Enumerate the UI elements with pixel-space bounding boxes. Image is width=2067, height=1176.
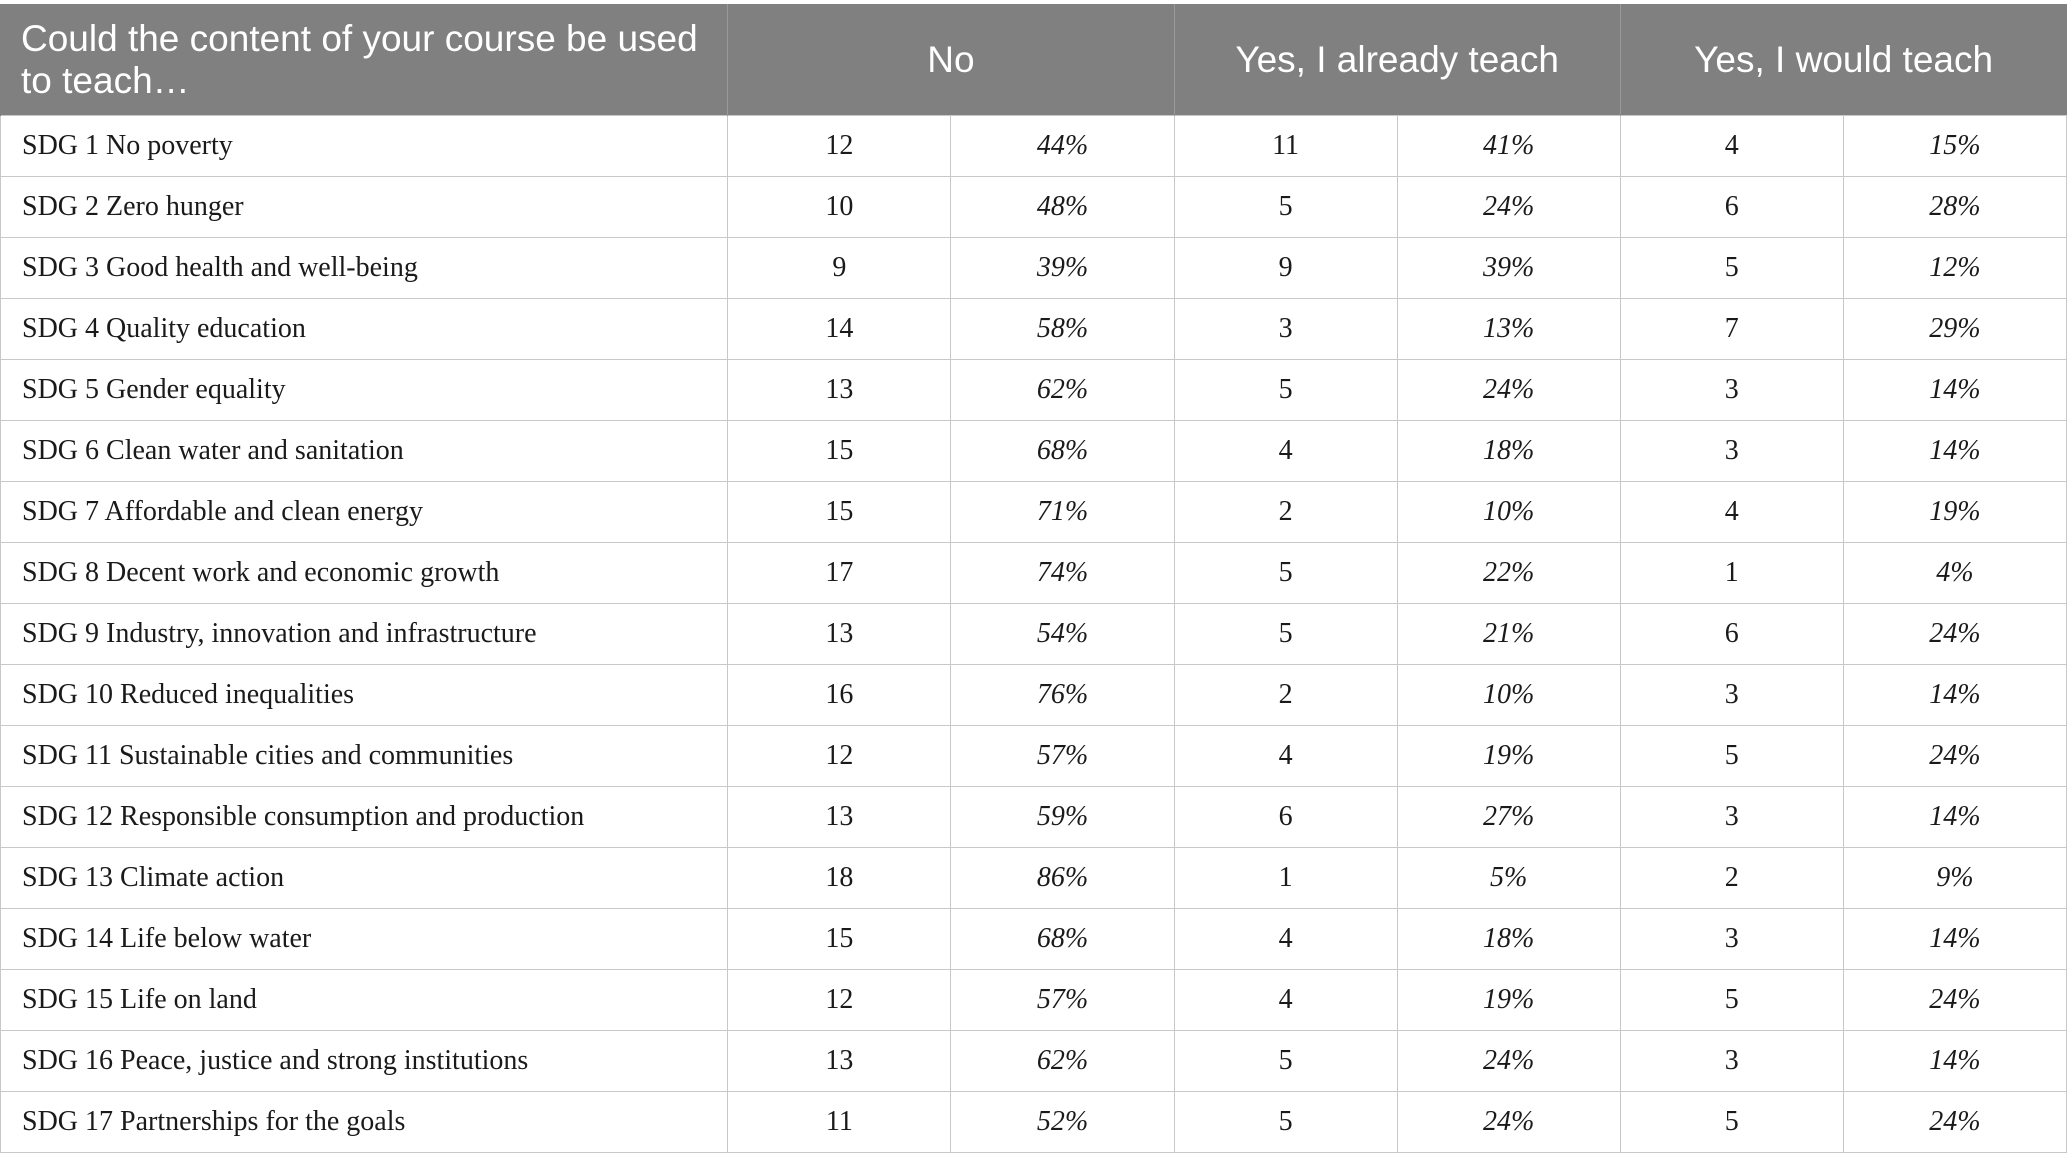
no-percent: 62%: [951, 360, 1174, 421]
already-teach-count: 2: [1174, 665, 1397, 726]
table-row: [1, 970, 2067, 1031]
already-teach-percent: 10%: [1397, 482, 1620, 543]
sdg-label: SDG 11 Sustainable cities and communities: [1, 726, 728, 787]
no-percent: 86%: [951, 848, 1174, 909]
already-teach-count: 2: [1174, 482, 1397, 543]
table-row: [1, 421, 2067, 482]
no-percent: 76%: [951, 665, 1174, 726]
table-row: [1, 665, 2067, 726]
would-teach-percent: 14%: [1843, 1031, 2066, 1092]
no-percent: 59%: [951, 787, 1174, 848]
no-count: 12: [728, 970, 951, 1031]
no-percent: 62%: [951, 1031, 1174, 1092]
already-teach-percent: 18%: [1397, 909, 1620, 970]
already-teach-percent: 27%: [1397, 787, 1620, 848]
table-row: [1, 848, 2067, 909]
would-teach-count: 3: [1620, 909, 1843, 970]
would-teach-count: 5: [1620, 726, 1843, 787]
already-teach-count: 9: [1174, 238, 1397, 299]
would-teach-count: 3: [1620, 1031, 1843, 1092]
already-teach-percent: 39%: [1397, 238, 1620, 299]
would-teach-count: 5: [1620, 970, 1843, 1031]
sdg-label: SDG 16 Peace, justice and strong institutions: [1, 1031, 728, 1092]
would-teach-percent: 19%: [1843, 482, 2066, 543]
no-count: 13: [728, 360, 951, 421]
table-row: [1, 482, 2067, 543]
no-count: 9: [728, 238, 951, 299]
already-teach-count: 5: [1174, 177, 1397, 238]
sdg-teaching-table: [0, 4, 2067, 1153]
would-teach-percent: 24%: [1843, 726, 2066, 787]
would-teach-count: 3: [1620, 665, 1843, 726]
sdg-label: SDG 2 Zero hunger: [1, 177, 728, 238]
already-teach-count: 5: [1174, 604, 1397, 665]
table-row: [1, 299, 2067, 360]
already-teach-percent: 24%: [1397, 177, 1620, 238]
sdg-label: SDG 4 Quality education: [1, 299, 728, 360]
already-teach-percent: 18%: [1397, 421, 1620, 482]
already-teach-count: 5: [1174, 543, 1397, 604]
table-body: [1, 116, 2067, 1153]
header-row: [1, 4, 2067, 116]
no-percent: 39%: [951, 238, 1174, 299]
no-count: 17: [728, 543, 951, 604]
table-row: [1, 909, 2067, 970]
would-teach-percent: 9%: [1843, 848, 2066, 909]
table-row: [1, 604, 2067, 665]
already-teach-percent: 24%: [1397, 360, 1620, 421]
would-teach-count: 6: [1620, 604, 1843, 665]
already-teach-percent: 13%: [1397, 299, 1620, 360]
already-teach-count: 5: [1174, 1092, 1397, 1153]
already-teach-count: 4: [1174, 421, 1397, 482]
no-percent: 52%: [951, 1092, 1174, 1153]
table-row: [1, 1031, 2067, 1092]
no-percent: 71%: [951, 482, 1174, 543]
no-percent: 44%: [951, 116, 1174, 177]
sdg-label: SDG 7 Affordable and clean energy: [1, 482, 728, 543]
would-teach-count: 3: [1620, 360, 1843, 421]
already-teach-percent: 24%: [1397, 1092, 1620, 1153]
would-teach-percent: 14%: [1843, 665, 2066, 726]
already-teach-count: 5: [1174, 1031, 1397, 1092]
already-teach-count: 6: [1174, 787, 1397, 848]
already-teach-percent: 19%: [1397, 970, 1620, 1031]
already-teach-count: 3: [1174, 299, 1397, 360]
would-teach-count: 5: [1620, 238, 1843, 299]
would-teach-percent: 24%: [1843, 604, 2066, 665]
no-count: 12: [728, 726, 951, 787]
no-count: 15: [728, 421, 951, 482]
already-teach-percent: 24%: [1397, 1031, 1620, 1092]
would-teach-count: 3: [1620, 421, 1843, 482]
no-count: 10: [728, 177, 951, 238]
no-percent: 54%: [951, 604, 1174, 665]
already-teach-count: 11: [1174, 116, 1397, 177]
would-teach-count: 3: [1620, 787, 1843, 848]
already-teach-count: 4: [1174, 909, 1397, 970]
no-count: 18: [728, 848, 951, 909]
would-teach-percent: 24%: [1843, 970, 2066, 1031]
already-teach-percent: 22%: [1397, 543, 1620, 604]
no-percent: 58%: [951, 299, 1174, 360]
would-teach-count: 6: [1620, 177, 1843, 238]
already-teach-percent: 5%: [1397, 848, 1620, 909]
sdg-label: SDG 9 Industry, innovation and infrastructure: [1, 604, 728, 665]
no-percent: 57%: [951, 970, 1174, 1031]
table-row: [1, 1092, 2067, 1153]
sdg-label: SDG 8 Decent work and economic growth: [1, 543, 728, 604]
header-yes-already-teach: Yes, I already teach: [1174, 4, 1620, 116]
no-percent: 68%: [951, 421, 1174, 482]
table-row: [1, 360, 2067, 421]
no-count: 13: [728, 1031, 951, 1092]
would-teach-percent: 14%: [1843, 909, 2066, 970]
would-teach-percent: 4%: [1843, 543, 2066, 604]
no-count: 14: [728, 299, 951, 360]
already-teach-percent: 41%: [1397, 116, 1620, 177]
sdg-label: SDG 1 No poverty: [1, 116, 728, 177]
no-percent: 68%: [951, 909, 1174, 970]
already-teach-percent: 10%: [1397, 665, 1620, 726]
table-row: [1, 238, 2067, 299]
table-row: [1, 543, 2067, 604]
no-count: 12: [728, 116, 951, 177]
sdg-label: SDG 13 Climate action: [1, 848, 728, 909]
table-header: [1, 4, 2067, 116]
sdg-label: SDG 17 Partnerships for the goals: [1, 1092, 728, 1153]
already-teach-count: 4: [1174, 970, 1397, 1031]
no-percent: 48%: [951, 177, 1174, 238]
would-teach-percent: 24%: [1843, 1092, 2066, 1153]
header-question: Could the content of your course be used to teach…: [1, 4, 728, 116]
would-teach-percent: 14%: [1843, 421, 2066, 482]
no-count: 15: [728, 482, 951, 543]
sdg-label: SDG 5 Gender equality: [1, 360, 728, 421]
sdg-label: SDG 6 Clean water and sanitation: [1, 421, 728, 482]
table-row: [1, 726, 2067, 787]
table-row: [1, 787, 2067, 848]
would-teach-percent: 14%: [1843, 787, 2066, 848]
table-row: [1, 116, 2067, 177]
no-percent: 74%: [951, 543, 1174, 604]
no-count: 11: [728, 1092, 951, 1153]
would-teach-count: 4: [1620, 482, 1843, 543]
no-count: 16: [728, 665, 951, 726]
sdg-label: SDG 12 Responsible consumption and production: [1, 787, 728, 848]
already-teach-count: 5: [1174, 360, 1397, 421]
no-count: 15: [728, 909, 951, 970]
would-teach-count: 5: [1620, 1092, 1843, 1153]
sdg-label: SDG 10 Reduced inequalities: [1, 665, 728, 726]
sdg-label: SDG 15 Life on land: [1, 970, 728, 1031]
would-teach-percent: 15%: [1843, 116, 2066, 177]
would-teach-count: 1: [1620, 543, 1843, 604]
would-teach-count: 7: [1620, 299, 1843, 360]
already-teach-count: 4: [1174, 726, 1397, 787]
no-percent: 57%: [951, 726, 1174, 787]
already-teach-count: 1: [1174, 848, 1397, 909]
would-teach-percent: 28%: [1843, 177, 2066, 238]
would-teach-count: 2: [1620, 848, 1843, 909]
would-teach-percent: 12%: [1843, 238, 2066, 299]
header-yes-would-teach: Yes, I would teach: [1620, 4, 2066, 116]
already-teach-percent: 21%: [1397, 604, 1620, 665]
already-teach-percent: 19%: [1397, 726, 1620, 787]
table-row: [1, 177, 2067, 238]
would-teach-percent: 29%: [1843, 299, 2066, 360]
header-no: No: [728, 4, 1174, 116]
no-count: 13: [728, 604, 951, 665]
would-teach-percent: 14%: [1843, 360, 2066, 421]
would-teach-count: 4: [1620, 116, 1843, 177]
no-count: 13: [728, 787, 951, 848]
sdg-label: SDG 3 Good health and well-being: [1, 238, 728, 299]
sdg-label: SDG 14 Life below water: [1, 909, 728, 970]
